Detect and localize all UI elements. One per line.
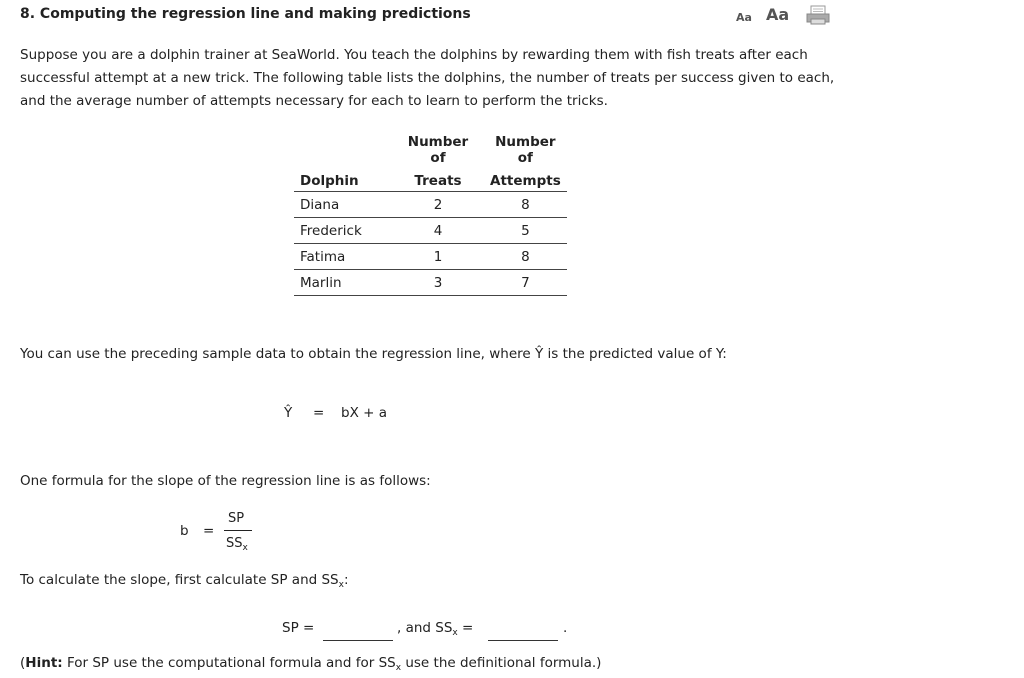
header-treats: Treats	[392, 166, 484, 192]
attempts-cell: 8	[484, 244, 567, 270]
dolphin-name: Diana	[294, 192, 392, 218]
table-row	[294, 192, 567, 218]
dolphin-name: Marlin	[294, 270, 392, 296]
attempts-cell: 5	[484, 218, 567, 244]
slope-equals: =	[203, 523, 215, 539]
header-attempts-top: Number of	[495, 134, 556, 166]
dolphin-table	[294, 134, 567, 296]
font-decrease-button[interactable]: Aa	[736, 11, 752, 24]
print-icon[interactable]	[806, 5, 830, 25]
table-row	[294, 270, 567, 296]
question-title: 8. Computing the regression line and making predictions	[20, 6, 471, 22]
sp-input[interactable]	[323, 620, 393, 641]
problem-intro: Suppose you are a dolphin trainer at SeaWorld. You teach the dolphins by rewarding them with fish treats after each successful attempt at a new trick. The following table lists the dolphins, the number of treats per success given to each, and the average number of attempts necessary for each to learn to perform the tricks.	[20, 47, 835, 109]
regression-rhs: bX + a	[341, 405, 387, 421]
attempts-cell: 8	[484, 192, 567, 218]
treats-cell: 1	[392, 244, 484, 270]
fraction-bar	[224, 530, 252, 531]
fraction-numerator: SP	[228, 511, 245, 526]
font-increase-button[interactable]: Aa	[766, 5, 790, 24]
header-attempts: Attempts	[484, 166, 567, 192]
attempts-cell: 7	[484, 270, 567, 296]
dolphin-name: Frederick	[294, 218, 392, 244]
calc-text: To calculate the slope, first calculate SP and $SS_x$:	[20, 572, 349, 590]
sp-label: SP =	[282, 620, 315, 636]
treats-cell: 3	[392, 270, 484, 296]
equals-sign: =	[313, 405, 325, 421]
header-dolphin: Dolphin	[294, 166, 392, 192]
regression-text: You can use the preceding sample data to obtain the regression line, where Ŷ is the predicted value of Y:	[20, 346, 727, 362]
dolphin-name: Fatima	[294, 244, 392, 270]
table-row	[294, 244, 567, 270]
ssx-input[interactable]	[488, 620, 558, 641]
header-treats-top: Number of	[407, 134, 469, 166]
hint-text: (Hint: For SP use the computational formula and for $SS_x$ use the definitional formula.)	[20, 655, 602, 673]
treats-cell: 2	[392, 192, 484, 218]
y-hat: Ŷ	[284, 405, 293, 421]
fraction-denominator: $SS_x$	[226, 536, 248, 553]
treats-cell: 4	[392, 218, 484, 244]
slope-text: One formula for the slope of the regression line is as follows:	[20, 473, 431, 489]
answer-period: .	[563, 620, 568, 636]
slope-b: b	[180, 523, 189, 539]
table-row	[294, 218, 567, 244]
ss-label: , and $SS_x$ =	[397, 620, 474, 638]
